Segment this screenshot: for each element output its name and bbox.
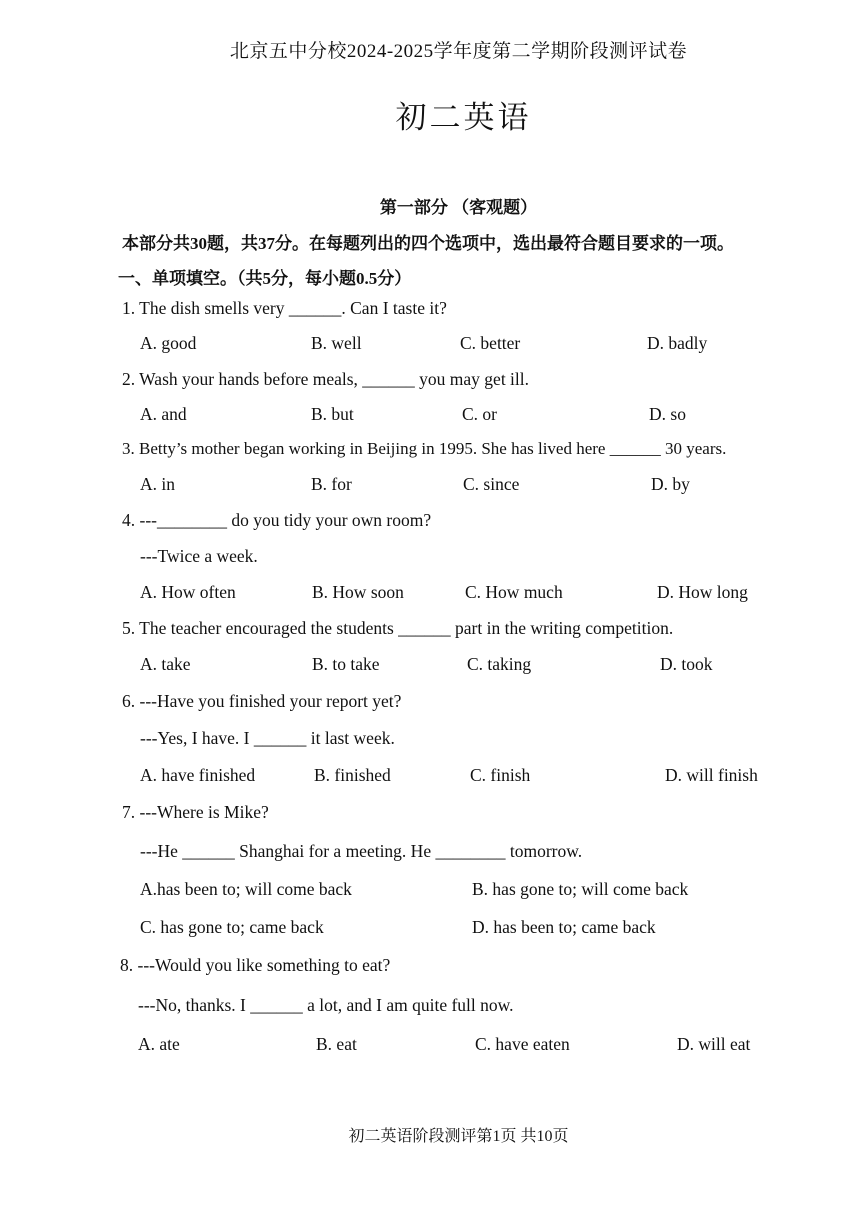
question-1-option-b: B. well xyxy=(311,333,362,353)
question-8-option-c: C. have eaten xyxy=(475,1034,570,1054)
question-2-option-c: C. or xyxy=(462,404,497,424)
question-7-stem: 7. ---Where is Mike? xyxy=(122,802,269,822)
question-6-option-c: C. finish xyxy=(470,765,531,785)
question-2-stem: 2. Wash your hands before meals, ______ you may get ill. xyxy=(122,369,530,389)
question-6-reply: ---Yes, I have. I ______ it last week. xyxy=(140,728,395,748)
question-1-stem: 1. The dish smells very ______. Can I taste it? xyxy=(122,298,447,318)
question-3-option-a: A. in xyxy=(140,474,175,494)
question-1-option-d: D. badly xyxy=(647,333,708,353)
question-4-option-c: C. How much xyxy=(465,582,563,602)
question-8-reply: ---No, thanks. I ______ a lot, and I am quite full now. xyxy=(138,995,514,1015)
question-3-stem: 3. Betty’s mother began working in Beijing in 1995. She has lived here ______ 30 years. xyxy=(122,439,727,458)
question-8-option-a: A. ate xyxy=(138,1034,180,1054)
question-8-stem: 8. ---Would you like something to eat? xyxy=(120,955,391,975)
question-7-reply: ---He ______ Shanghai for a meeting. He ________ tomorrow. xyxy=(140,841,583,861)
question-6-option-a: A. have finished xyxy=(140,765,256,785)
question-4-option-b: B. How soon xyxy=(312,582,404,602)
question-6-stem: 6. ---Have you finished your report yet? xyxy=(122,691,402,711)
question-4-option-a: A. How often xyxy=(140,582,236,602)
question-4-stem: 4. ---________ do you tidy your own room? xyxy=(122,510,432,530)
question-5-option-b: B. to take xyxy=(312,654,380,674)
question-6-option-b: B. finished xyxy=(314,765,391,785)
question-8-option-b: B. eat xyxy=(316,1034,357,1054)
question-3-option-c: C. since xyxy=(463,474,520,494)
question-8-option-d: D. will eat xyxy=(677,1034,751,1054)
question-5-option-c: C. taking xyxy=(467,654,532,674)
question-5-option-d: D. took xyxy=(660,654,713,674)
question-5-stem: 5. The teacher encouraged the students ______ part in the writing competition. xyxy=(122,618,674,638)
question-7-option-a: A.has been to; will come back xyxy=(140,879,352,899)
exam-title: 初二英语 xyxy=(395,100,532,135)
question-7-option-d: D. has been to; came back xyxy=(472,917,656,937)
question-1-option-a: A. good xyxy=(140,333,197,353)
exam-header: 北京五中分校2024-2025学年度第二学期阶段测评试卷 xyxy=(229,41,688,62)
question-3-option-d: D. by xyxy=(651,474,690,494)
question-4-option-d: D. How long xyxy=(657,582,748,602)
page-footer: 初二英语阶段测评第1页 共10页 xyxy=(348,1128,569,1145)
question-1-option-c: C. better xyxy=(460,333,521,353)
question-7-option-b: B. has gone to; will come back xyxy=(472,879,689,899)
section-title: 一、单项填空。（共5分，每小题0.5分） xyxy=(118,269,412,288)
question-5-option-a: A. take xyxy=(140,654,191,674)
part-instructions: 本部分共30题，共37分。在每题列出的四个选项中，选出最符合题目要求的一项。 xyxy=(122,234,734,253)
question-4-reply: ---Twice a week. xyxy=(140,546,258,566)
question-2-option-d: D. so xyxy=(649,404,686,424)
part-title: 第一部分 （客观题） xyxy=(379,198,538,217)
question-2-option-b: B. but xyxy=(311,404,354,424)
question-2-option-a: A. and xyxy=(140,404,187,424)
question-6-option-d: D. will finish xyxy=(665,765,758,785)
question-3-option-b: B. for xyxy=(311,474,352,494)
question-7-option-c: C. has gone to; came back xyxy=(140,917,324,937)
